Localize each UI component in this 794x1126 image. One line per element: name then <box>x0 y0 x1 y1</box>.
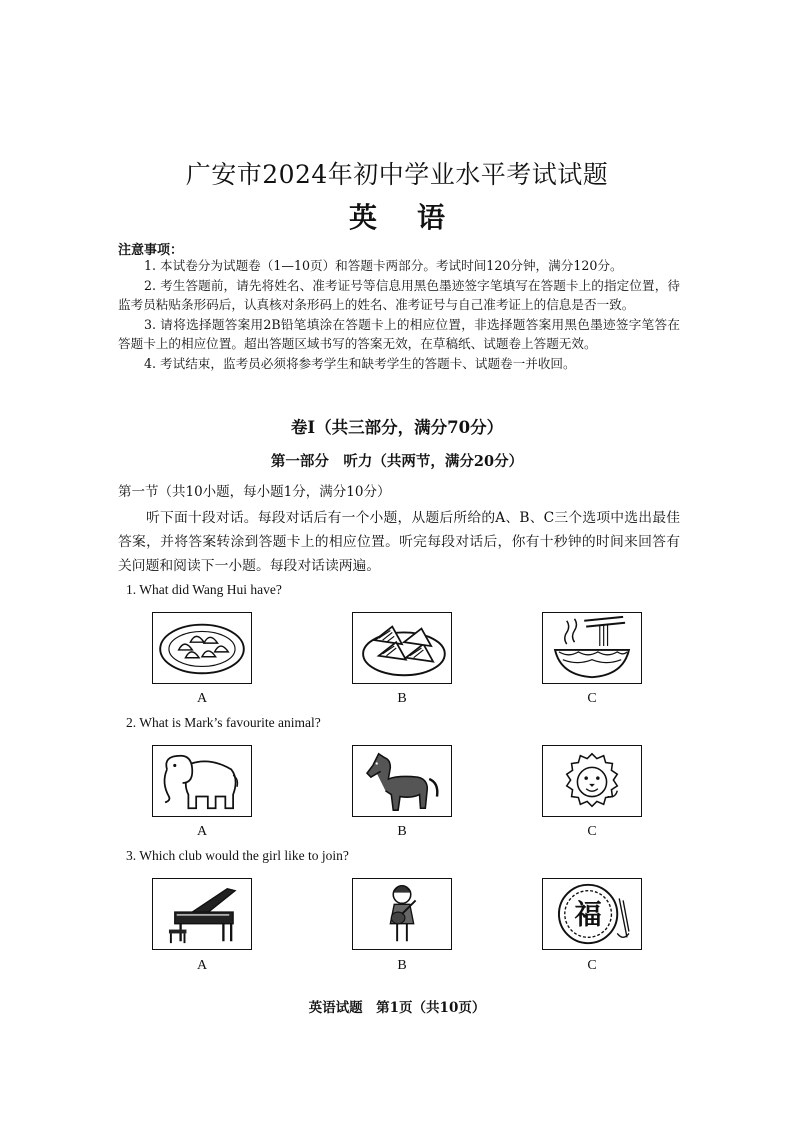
option-3-a: A <box>196 958 208 973</box>
option-1-b: B <box>397 691 407 706</box>
paper-cutting-fu-icon <box>542 878 642 950</box>
note-item: 4. 考试结束，监考员必须将参考学生和缺考学生的答题卡、试题卷一并收回。 <box>144 355 576 371</box>
option-1-c: C <box>587 691 597 706</box>
page-footer: 英语试题 第1页（共10页） <box>308 1000 486 1016</box>
note-item: 3. 请将选择题答案用2B铅笔填涂在答题卡上的相应位置，非选择题答案用黑色墨迹签字笔答在答题卡上的相应位置。超出答题区域书写的答案无效，在草稿纸、试题卷上答题无效。 <box>118 316 680 352</box>
option-1-a: A <box>196 691 208 706</box>
part-heading: 第一部分 听力（共两节，满分20分） <box>270 453 524 470</box>
section-heading: 第一节（共10小题，每小题1分，满分10分） <box>118 484 391 500</box>
option-2-c: C <box>587 824 597 839</box>
piano-icon <box>152 878 252 950</box>
noodles-icon <box>542 612 642 684</box>
lion-icon <box>542 745 642 817</box>
note-item: 2. 考生答题前，请先将姓名、准考证号等信息用黑色墨迹签字笔填写在答题卡上的指定位置，待监考员粘贴条形码后，认真核对条形码上的姓名、准考证号与自己准考证上的信息是否一致。 <box>118 277 680 313</box>
elephant-icon <box>152 745 252 817</box>
guitar-girl-icon <box>352 878 452 950</box>
volume-heading: 卷Ⅰ（共三部分，满分70分） <box>290 418 504 437</box>
option-3-b: B <box>397 958 407 973</box>
fu-character: 福 <box>574 899 602 931</box>
subject-title: 英语 <box>348 201 485 234</box>
notes-heading: 注意事项： <box>118 243 184 258</box>
question-1: 1. What did Wang Hui have? <box>126 582 282 597</box>
option-2-a: A <box>196 824 208 839</box>
option-2-b: B <box>397 824 407 839</box>
exam-title: 广安市2024年初中学业水平考试试题 <box>185 160 609 189</box>
question-2: 2. What is Mark’s favourite animal? <box>126 715 321 730</box>
notes-list <box>118 256 680 374</box>
zongzi-icon <box>352 612 452 684</box>
question-3: 3. Which club would the girl like to join? <box>126 848 349 863</box>
listening-instructions: 听下面十段对话。每段对话后有一个小题，从题后所给的A、B、C三个选项中选出最佳答案，并将答案转涂到答题卡上的相应位置。听完每段对话后，你有十秒钟的时间来回答有关问题和阅读下一小题。每段对话读两遍。 <box>118 510 680 574</box>
option-3-c: C <box>587 958 597 973</box>
note-item: 1. 本试卷分为试题卷（1—10页）和答题卡两部分。考试时间120分钟，满分120分。 <box>144 258 623 273</box>
horse-icon <box>352 745 452 817</box>
dumplings-icon <box>152 612 252 684</box>
